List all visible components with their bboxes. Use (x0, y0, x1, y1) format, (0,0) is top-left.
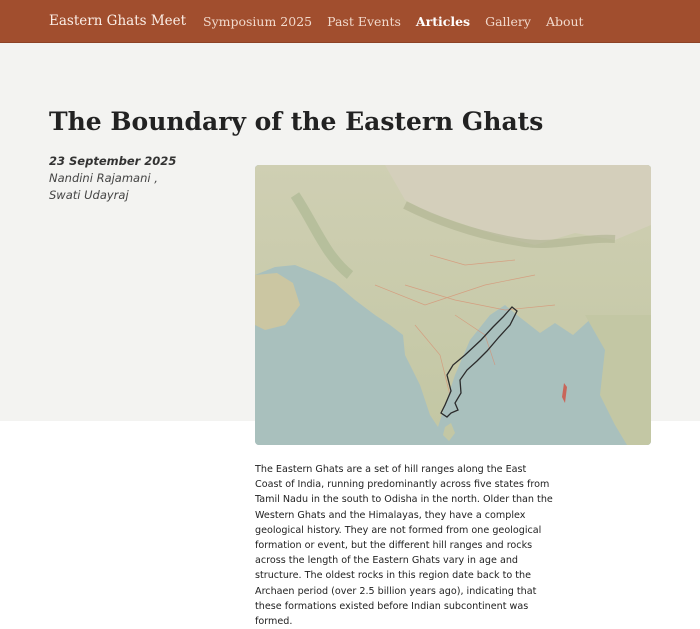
site-brand[interactable]: Eastern Ghats Meet (49, 13, 187, 29)
nav-link-symposium[interactable]: Symposium 2025 (203, 13, 313, 29)
top-navbar (0, 0, 700, 43)
nav-link-about[interactable]: About (545, 13, 584, 29)
article-meta (49, 153, 176, 204)
india-map-graphic (255, 165, 651, 445)
article-author: Swati Udayraj (49, 188, 129, 202)
article-author: Nandini Rajamani , (49, 171, 158, 185)
article-body: The Eastern Ghats are a set of hill ranges along the East Coast of India, running predominantly across five states from Tamil Nadu in the south to Odisha in the north. Older than the Western Ghats and the Himalayas, they have a complex geological history. They are not formed from one geological formation or event, but the different hill ranges and rocks across the length of the Eastern Ghats vary in age and structure. The oldest rocks in this region date back to the Archaen period (over 2.5 billion years ago), indicating that these formations existed before Indian subcontinent was formed. (255, 464, 553, 628)
nav-link-past-events[interactable]: Past Events (327, 13, 401, 29)
page-title: The Boundary of the Eastern Ghats (49, 107, 544, 136)
map-image (255, 165, 651, 445)
article-hero (0, 43, 700, 421)
nav-link-gallery[interactable]: Gallery (485, 13, 531, 29)
nav-links (203, 14, 599, 29)
nav-link-articles[interactable]: Articles (415, 13, 471, 29)
article-date: 23 September 2025 (49, 154, 177, 168)
